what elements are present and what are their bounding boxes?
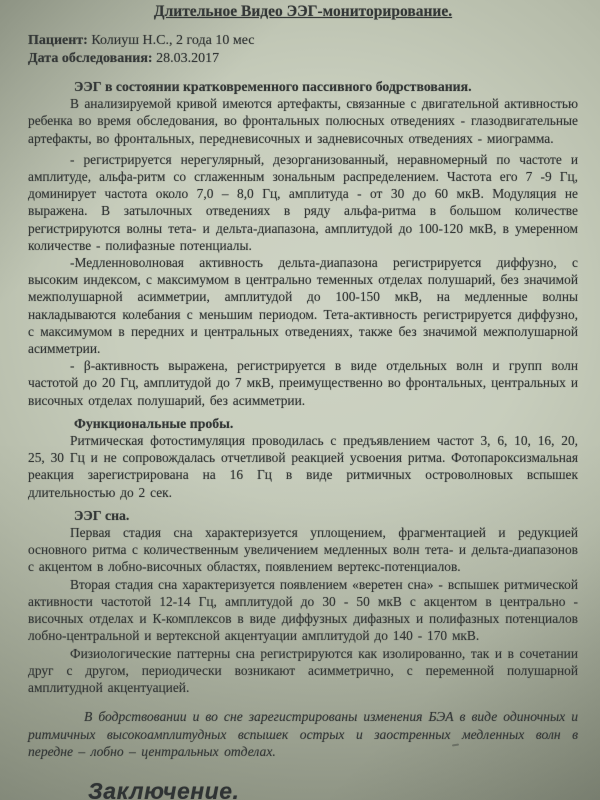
sleep-section-heading: ЭЭГ сна.: [74, 507, 130, 523]
awake-section-heading: ЭЭГ в состоянии кратковременного пассивного бодрствования.: [74, 79, 472, 94]
sleep-paragraph-physiological-patterns: Физиологические паттерны сна регистрируются как изолированно, так и в сочетании друг с другом, периодически возникают асимметрично, с переменной полушарной амплитудной акцентуацией.: [28, 645, 578, 695]
awake-paragraph-beta-activity: - β-активность выражена, регистрируется в виде отдельных волн и групп волн частотой до 20 Гц, амплитудой до 7 мкВ, преимущественно во фронтальных, центральных и височных отделах полушарий, без асимметрии.: [28, 358, 578, 408]
document-sheet: [0, 2, 600, 800]
functional-tests-paragraph: Ритмическая фотостимуляция проводилась с предъявлением частот 3, 6, 10, 16, 20, 25, 30 Гц и не сопровождалась отчетливой реакцией усвоения ритма. Фотопароксизмальная реакция зарегистрирована на 16 Гц в виде ритмичных островолновых вспышек длительностью до 2 сек.: [28, 433, 578, 500]
awake-paragraph-slow-wave: -Медленноволновая активность дельта-диапазона регистрируется диффузно, с высоким индексом, с максимумом в центрально теменных отделах полушарий, без значимой межполушарной асимметрии, амплитудой до 100-150 мкВ, на медленные волны накладываются колебания с меньшим периодом. Тета-активность регистрируется диффузно, с максимумом в передних и центральных отведениях, также без значимой межполушарной асимметрии.: [28, 255, 578, 357]
document-title: Длительное Видео ЭЭГ-мониторирование.: [153, 3, 453, 20]
patient-label: Пациент:: [28, 33, 88, 48]
functional-tests-heading: Функциональные пробы.: [74, 415, 234, 431]
conclusion-heading: Заключение.: [88, 777, 240, 800]
exam-date-label: Дата обследования:: [28, 50, 153, 66]
exam-date-value: 28.03.2017: [156, 50, 220, 66]
sleep-paragraph-first-stage: Первая стадия сна характеризуется уплощением, фрагментацией и редукцией основного ритма с количественным увеличением медленных волн тета- и дельта-диапазонов с акцентом в лобно-височных областях, появлением вертекс-потенциалов.: [28, 525, 578, 575]
awake-paragraph-artifacts: В анализируемой кривой имеются артефакты, связанные с двигательной активностью ребенка во время обследования, во фронтальных полюсных отведениях - глазодвигательные артефакты, во фронтальных, передневисочных и задневисочных отведениях - миограмма.: [28, 96, 578, 146]
summary-paragraph-bea-changes: В бодрствовании и во сне зарегистрированы изменения БЭА в виде одиночных и ритмичных высокоамплитудных вспышек острых и заостренных медленных волн в передне – лобно – центральных отделах.: [28, 709, 578, 760]
patient-row: [28, 32, 578, 50]
awake-paragraph-alpha-rhythm: - регистрируется нерегулярный, дезорганизованный, неравномерный по частоте и амплитуде, альфа-ритм со сглаженным зональным распределением. Частота его 7 -9 Гц, доминирует частота около 7,0 – 8,0 Гц, амплитуда - от 30 до 60 мкВ. Модуляция не выражена. В затылочных отведениях в ряду альфа-ритма в большом количестве регистрируются волны тета- и дельта-диапазона, амплитудой до 100-120 мкВ, в умеренном количестве - полифазные потенциалы.: [28, 151, 578, 253]
sleep-paragraph-second-stage: Вторая стадия сна характеризуется появлением «веретен сна» - вспышек ритмической активности частотой 12-14 Гц, амплитудой до 30 - 50 мкВ с акцентом в центрально - височных отделах и К-комплексов в виде диффузных дифазных и полифазных потенциалов лобно-центральной и вертексной акцентуации амплитудой до 140 - 170 мкВ.: [28, 576, 578, 644]
patient-value: Колиуш Н.С., 2 года 10 мес: [91, 33, 255, 48]
exam-date-row: [28, 50, 578, 68]
